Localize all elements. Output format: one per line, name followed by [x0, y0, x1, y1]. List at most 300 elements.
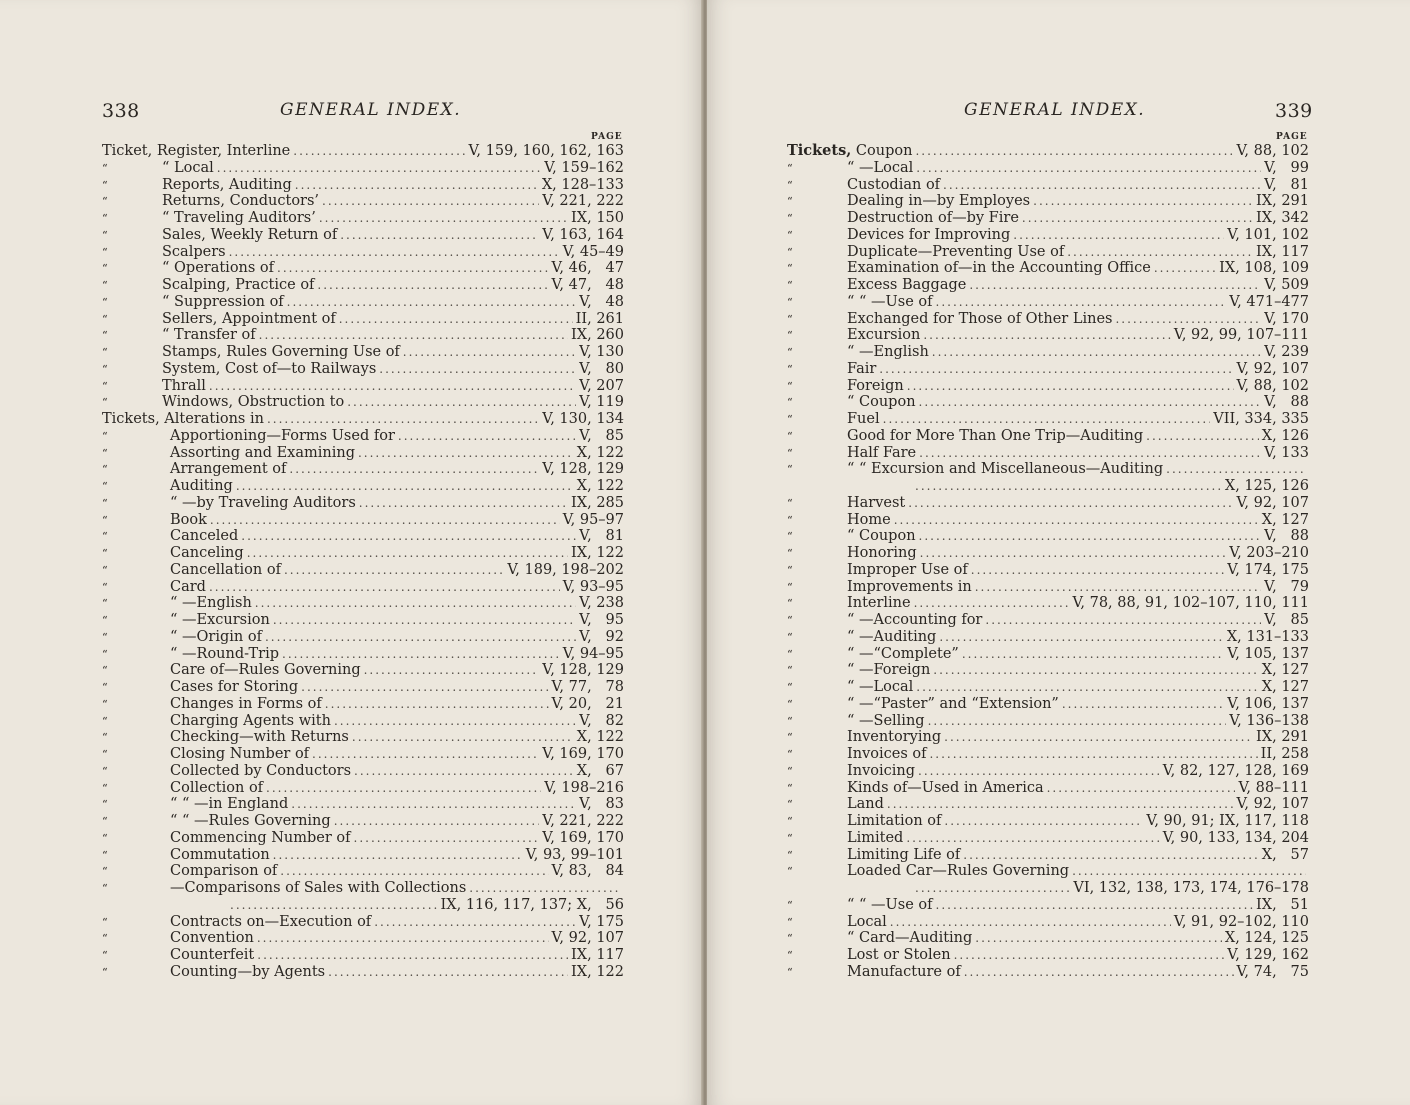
dot-leader	[284, 562, 504, 579]
ditto-mark: “	[787, 279, 793, 292]
index-entry	[787, 160, 1309, 177]
ditto-mark: “	[102, 882, 108, 895]
ditto-mark: “	[102, 865, 108, 879]
ditto-mark: “	[102, 480, 108, 493]
page-reference: IX, 285	[571, 494, 624, 511]
index-entry	[787, 897, 1309, 914]
entry-term: “ —English	[170, 595, 252, 612]
page-reference: V, 47, 48	[551, 277, 624, 293]
entry-term: “ “ —in England	[170, 796, 289, 813]
page-reference: V, 129, 162	[1227, 947, 1309, 963]
page-reference: VII, 334, 335	[1213, 411, 1309, 427]
index-entry	[787, 746, 1309, 763]
index-entry	[102, 461, 624, 478]
page-reference: V, 83, 84	[551, 863, 624, 880]
page-reference: V, 82	[579, 712, 624, 729]
dot-leader	[352, 729, 574, 746]
dot-leader	[936, 294, 1227, 311]
dot-leader	[295, 177, 539, 194]
dot-leader	[257, 930, 549, 947]
entry-term: Arrangement of	[170, 461, 287, 478]
index-entry	[102, 545, 624, 562]
entry-term: Improvements in	[847, 578, 972, 595]
index-entry	[102, 646, 624, 663]
index-entry	[102, 780, 624, 797]
page-reference: V, 80	[579, 360, 624, 377]
dot-leader	[374, 914, 576, 931]
dot-leader	[291, 796, 576, 813]
ditto-mark: “	[102, 396, 108, 410]
ditto-mark: “	[102, 647, 108, 661]
ditto-mark: “	[787, 463, 793, 477]
ditto-mark: “	[102, 429, 108, 443]
ditto-mark: “	[787, 530, 793, 544]
index-entry	[787, 595, 1309, 612]
ditto-mark: “	[787, 764, 793, 778]
index-entry	[102, 713, 624, 730]
ditto-mark: “	[787, 697, 793, 711]
index-entry	[787, 277, 1309, 294]
dot-leader	[914, 595, 1070, 612]
dot-leader	[209, 378, 576, 395]
page-reference: V, 81	[1264, 176, 1309, 193]
ditto-mark: “	[787, 446, 793, 460]
ditto-mark: “	[787, 262, 793, 276]
index-entry	[102, 830, 624, 847]
index-entry	[102, 964, 624, 981]
ditto-mark: “	[102, 245, 108, 259]
ditto-mark: “	[787, 865, 793, 879]
ditto-mark: “	[787, 212, 793, 225]
dot-leader	[915, 478, 1222, 495]
ditto-mark: “	[102, 932, 108, 946]
index-entry	[787, 880, 1309, 897]
dot-leader	[1072, 863, 1306, 880]
page-reference: V, 85	[579, 427, 624, 444]
entry-term: Harvest	[847, 494, 906, 511]
ditto-mark: “	[102, 279, 108, 292]
entry-term: “ —Auditing	[847, 628, 937, 645]
index-entry	[787, 914, 1309, 931]
page-reference: V, 159–162	[544, 159, 624, 176]
index-entry	[787, 763, 1309, 780]
entry-term: Counting—by Agents	[170, 963, 326, 980]
index-entry	[102, 411, 624, 428]
dot-leader	[277, 260, 548, 277]
ditto-mark: “	[102, 228, 108, 242]
ditto-mark: “	[102, 178, 108, 192]
index-entry	[787, 847, 1309, 864]
page-reference: V, 106, 137	[1227, 695, 1309, 712]
dot-leader	[906, 830, 1159, 847]
entry-term: Invoices of	[847, 746, 927, 762]
index-entry	[787, 813, 1309, 830]
page-reference: V, 163, 164	[542, 226, 624, 243]
dot-leader	[1013, 227, 1224, 244]
ditto-mark: “	[787, 161, 793, 175]
dot-leader	[1022, 210, 1253, 227]
entry-term: “ —Selling	[847, 712, 925, 729]
index-entry	[102, 260, 624, 277]
index-entry	[787, 729, 1309, 746]
entry-term: “ Coupon	[847, 394, 916, 411]
index-entry	[102, 746, 624, 763]
entry-term: Honoring	[847, 545, 917, 561]
ditto-mark: “	[787, 831, 793, 845]
page-reference: X, 122	[576, 478, 624, 494]
dot-leader	[939, 629, 1224, 646]
entry-term: “ —Origin of	[170, 628, 262, 645]
index-entry	[787, 177, 1309, 194]
index-entry	[787, 143, 1309, 160]
ditto-mark: “	[102, 362, 108, 376]
dot-leader	[975, 930, 1222, 947]
page-reference: V, 198–216	[544, 779, 624, 796]
dot-leader	[915, 143, 1233, 160]
dot-leader	[971, 562, 1224, 579]
ditto-mark: “	[787, 513, 793, 527]
dot-leader	[883, 411, 1211, 428]
ditto-mark: “	[102, 547, 108, 560]
index-entry	[787, 411, 1309, 428]
ditto-mark: “	[787, 932, 793, 946]
page-reference: V, 471–477	[1229, 293, 1309, 310]
entry-term: Scalpers	[162, 243, 226, 260]
dot-leader	[1146, 428, 1259, 445]
dot-leader	[209, 579, 560, 596]
page-reference: V, 119	[579, 394, 624, 411]
entry-term: “ Suppression of	[162, 293, 284, 310]
entry-term: Foreign	[847, 377, 904, 394]
page-reference: V, 203–210	[1229, 545, 1309, 561]
ditto-mark: “	[787, 781, 793, 795]
index-entry	[102, 763, 624, 780]
entry-term: —Comparisons of Sales with Collections	[170, 880, 467, 896]
index-entry	[102, 311, 624, 328]
dot-leader	[1166, 461, 1306, 478]
dot-leader	[1047, 780, 1236, 797]
page-reference: V, 130	[579, 344, 624, 360]
index-entry	[787, 646, 1309, 663]
ditto-mark: “	[102, 379, 108, 393]
dot-leader	[317, 277, 548, 294]
entry-term: Local	[847, 913, 887, 930]
entry-term: Scalping, Practice of	[162, 277, 315, 293]
page-reference: V, 92, 107	[1236, 360, 1309, 377]
index-entry	[102, 947, 624, 964]
dot-leader	[301, 679, 548, 696]
page-reference: V, 238	[579, 595, 624, 612]
page-reference: II, 261	[575, 310, 624, 327]
page-reference: V, 174, 175	[1227, 561, 1309, 578]
page-reference: V, 20, 21	[551, 695, 624, 712]
ditto-mark: “	[102, 161, 108, 175]
dot-leader	[325, 696, 549, 713]
dot-leader	[933, 662, 1258, 679]
ditto-mark: “	[102, 463, 108, 477]
ditto-mark: “	[787, 329, 793, 343]
page-reference: V, 90, 133, 134, 204	[1162, 829, 1309, 846]
dot-leader	[932, 344, 1261, 361]
ditto-mark: “	[102, 295, 108, 309]
index-entry	[102, 495, 624, 512]
ditto-mark: “	[102, 346, 108, 359]
page-column-label: PAGE	[591, 132, 623, 142]
ditto-mark: “	[787, 681, 793, 694]
page-reference: V, 99	[1264, 159, 1309, 176]
index-entry	[102, 528, 624, 545]
entry-term: Collected by Conductors	[170, 762, 352, 779]
page-reference: V, 92, 107	[1236, 796, 1309, 813]
index-entry	[787, 378, 1309, 395]
dot-leader	[266, 780, 541, 797]
ditto-mark: “	[787, 195, 793, 209]
ditto-mark: “	[102, 697, 108, 711]
page-reference: X, 122	[576, 729, 624, 746]
entry-term: Returns, Conductors’	[162, 193, 320, 210]
index-entry	[787, 830, 1309, 847]
page-reference: X, 127	[1261, 511, 1309, 528]
entry-term: Charging Agents with	[170, 712, 331, 729]
dot-leader	[398, 428, 576, 445]
ditto-mark: “	[102, 731, 108, 745]
entry-term: “ —Foreign	[847, 662, 931, 679]
entry-term: Thrall	[162, 377, 206, 394]
index-entry	[102, 277, 624, 294]
dot-leader	[247, 545, 568, 562]
entry-term: Lost or Stolen	[847, 947, 951, 963]
page-reference: V, 83	[579, 796, 624, 813]
page-column-label: PAGE	[1276, 132, 1308, 142]
entry-term: Sellers, Appointment of	[162, 310, 336, 327]
dot-leader	[975, 579, 1261, 596]
dot-leader	[1154, 260, 1216, 277]
index-entry-list	[787, 143, 1309, 981]
page-reference: X, 57	[1261, 846, 1309, 863]
entry-term: “ —“Paster” and “Extension”	[847, 695, 1059, 712]
page-reference: IX, 291	[1256, 729, 1309, 746]
ditto-mark: “	[787, 228, 793, 242]
index-entry	[787, 445, 1309, 462]
entry-term: Interline	[847, 595, 911, 612]
index-entry	[102, 478, 624, 495]
entry-term: “ “ —Use of	[847, 896, 933, 913]
entry-term: “ Transfer of	[162, 327, 256, 344]
dot-leader	[920, 545, 1227, 562]
page-reference: V, 95	[579, 612, 624, 628]
page-reference: V, 239	[1264, 344, 1309, 360]
ditto-mark: “	[787, 597, 793, 611]
index-entry	[102, 143, 624, 160]
ditto-mark: “	[787, 965, 793, 979]
ditto-mark: “	[787, 731, 793, 745]
page-reference: V, 93, 99–101	[525, 846, 624, 863]
entry-term: Destruction of—by Fire	[847, 210, 1019, 226]
dot-leader	[919, 394, 1262, 411]
page-reference: V, 133	[1264, 444, 1309, 461]
index-entry	[102, 394, 624, 411]
dot-leader	[322, 193, 539, 210]
page-reference: V, 88, 102	[1236, 377, 1309, 394]
index-entry	[787, 612, 1309, 629]
dot-leader	[887, 796, 1234, 813]
dot-leader	[916, 160, 1261, 177]
ditto-mark: “	[787, 245, 793, 259]
dot-leader	[267, 411, 539, 428]
ditto-mark: “	[787, 949, 793, 962]
entry-term: “ —Local	[847, 159, 914, 176]
index-entry	[787, 713, 1309, 730]
entry-term: Fair	[847, 360, 877, 377]
ditto-mark: “	[102, 212, 108, 225]
dot-leader	[969, 277, 1261, 294]
page-reference: V, 81	[579, 528, 624, 545]
ditto-mark: “	[102, 848, 108, 862]
ditto-mark: “	[787, 396, 793, 410]
dot-leader	[907, 378, 1234, 395]
index-entry-list	[102, 143, 624, 981]
page-reference: X, 67	[576, 762, 624, 779]
ditto-mark: “	[102, 949, 108, 962]
dot-leader	[919, 445, 1261, 462]
page-reference: X, 131–133	[1226, 628, 1309, 645]
index-entry	[787, 780, 1309, 797]
dot-leader	[358, 445, 574, 462]
entry-term: Book	[170, 511, 207, 528]
ditto-mark: “	[787, 429, 793, 443]
entry-term: Inventorying	[847, 729, 942, 746]
ditto-mark: “	[787, 580, 793, 594]
index-entry	[102, 729, 624, 746]
index-entry	[102, 880, 624, 897]
page-reference: X, 122	[576, 444, 624, 461]
dot-leader	[364, 662, 540, 679]
running-head: GENERAL INDEX.	[964, 100, 1146, 120]
ditto-mark: “	[787, 295, 793, 309]
page-reference: V, 169, 170	[542, 829, 624, 846]
page-reference: X, 127	[1261, 662, 1309, 679]
entry-term: Limitation of	[847, 813, 942, 829]
entry-term: “ Operations of	[162, 260, 275, 277]
entry-term: Home	[847, 511, 891, 528]
ditto-mark: “	[787, 379, 793, 393]
page-reference: V, 92, 107	[1236, 494, 1309, 511]
ditto-mark: “	[787, 898, 793, 912]
dot-leader	[319, 210, 568, 227]
ditto-mark: “	[102, 664, 108, 678]
index-entry	[102, 210, 624, 227]
entry-term: Cancellation of	[170, 561, 281, 578]
dot-leader	[328, 964, 568, 981]
dot-leader	[928, 713, 1227, 730]
index-entry	[787, 394, 1309, 411]
entry-term: Convention	[170, 930, 254, 947]
entry-term: Stamps, Rules Governing Use of	[162, 344, 400, 360]
page-reference: IX, 122	[571, 963, 624, 980]
dot-leader	[359, 495, 568, 512]
page-reference: V, 189, 198–202	[507, 561, 624, 578]
page-reference: V, 48	[579, 293, 624, 310]
entry-term: Assorting and Examining	[170, 444, 355, 461]
ditto-mark: “	[102, 798, 108, 812]
index-entry	[787, 244, 1309, 261]
page-reference: V, 136–138	[1229, 712, 1309, 729]
dot-leader	[347, 394, 576, 411]
dot-leader	[954, 947, 1225, 964]
dot-leader	[257, 947, 568, 964]
ditto-mark: “	[102, 262, 108, 276]
index-entry	[102, 193, 624, 210]
page-reference: V, 88	[1264, 394, 1309, 411]
page-reference: V, 88, 102	[1236, 143, 1309, 159]
dot-leader	[289, 461, 539, 478]
ditto-mark: “	[102, 630, 108, 644]
running-head: GENERAL INDEX.	[280, 100, 462, 120]
dot-leader	[354, 830, 540, 847]
ditto-mark: “	[787, 547, 793, 560]
entry-term: Excursion	[847, 327, 921, 344]
dot-leader	[339, 311, 573, 328]
entry-term: “ Card—Auditing	[847, 930, 973, 947]
entry-term: Changes in Forms of	[170, 695, 322, 712]
entry-term: “ Local	[162, 159, 214, 176]
entry-term: “ —by Traveling Auditors	[170, 494, 356, 511]
dot-leader	[354, 763, 574, 780]
page-reference: V, 77, 78	[551, 679, 624, 695]
index-entry	[787, 679, 1309, 696]
page-reference: V, 105, 137	[1227, 645, 1309, 662]
page-reference: V, 175	[579, 913, 624, 930]
dot-leader	[287, 294, 577, 311]
index-entry	[787, 210, 1309, 227]
entry-term: Limiting Life of	[847, 846, 961, 863]
index-entry	[787, 327, 1309, 344]
index-entry	[787, 428, 1309, 445]
dot-leader	[293, 143, 465, 160]
entry-term: Manufacture of	[847, 963, 961, 980]
dot-leader	[919, 528, 1262, 545]
dot-leader	[236, 478, 574, 495]
entry-term: “ —“Complete”	[847, 645, 959, 662]
page-reference: X, 125, 126	[1224, 478, 1309, 494]
ditto-mark: “	[787, 563, 793, 577]
page-reference: V, 221, 222	[542, 813, 624, 829]
page-reference: IX, 117	[571, 947, 624, 963]
dot-leader	[379, 361, 576, 378]
dot-leader	[217, 160, 541, 177]
page-reference: V, 159, 160, 162, 163	[468, 143, 624, 159]
page-reference: IX, 260	[571, 327, 624, 344]
dot-leader	[962, 646, 1224, 663]
index-entry	[102, 361, 624, 378]
page-reference: V, 92, 107	[551, 930, 624, 947]
index-entry	[787, 227, 1309, 244]
dot-leader	[273, 612, 576, 629]
page-reference: IX, 291	[1256, 193, 1309, 210]
page-reference: V, 82, 127, 128, 169	[1162, 762, 1309, 779]
entry-term: “ —Local	[847, 679, 914, 695]
entry-term: Auditing	[170, 478, 233, 494]
index-entry	[787, 512, 1309, 529]
index-entry	[787, 478, 1309, 495]
dot-leader	[259, 327, 568, 344]
page-reference: V, 128, 129	[542, 662, 624, 679]
index-entry	[102, 294, 624, 311]
entry-term: Fuel	[847, 411, 880, 427]
page-reference: VI, 132, 138, 173, 174, 176–178	[1073, 880, 1309, 896]
index-entry	[102, 227, 624, 244]
entry-term: Duplicate—Preventing Use of	[847, 243, 1065, 260]
